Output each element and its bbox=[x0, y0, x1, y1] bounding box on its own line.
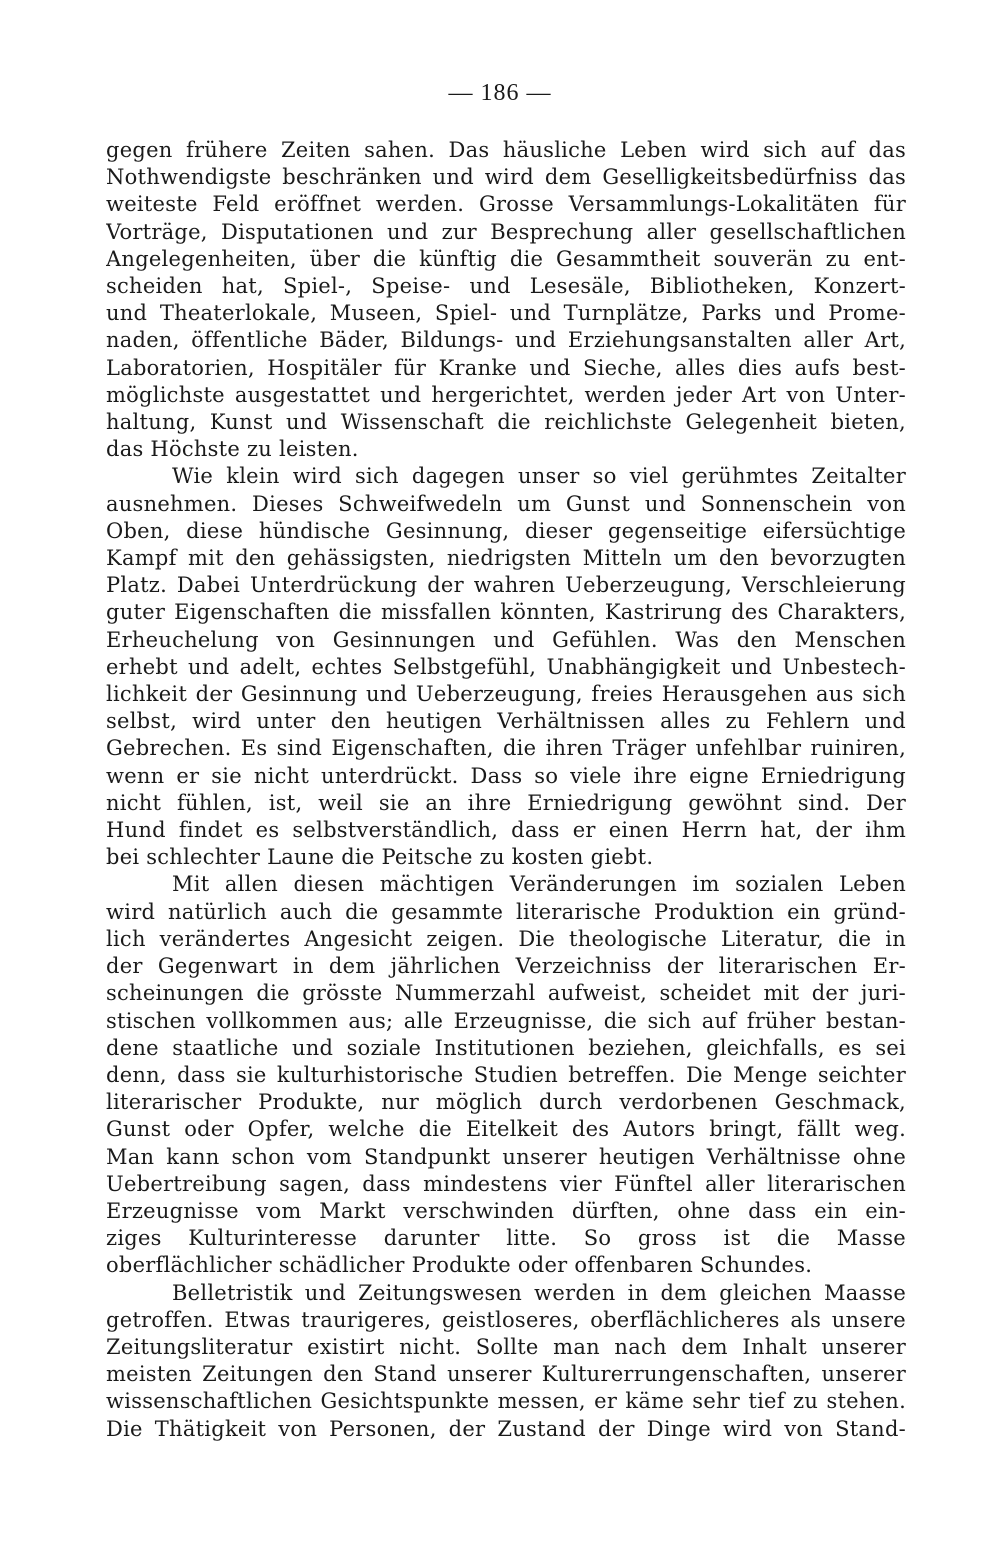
text-line: Vorträge, Disputationen und zur Besprechung aller gesellschaftlichen bbox=[106, 219, 906, 244]
text-line: Nothwendigste beschränken und wird dem Geselligkeitsbedürfniss das bbox=[106, 165, 906, 190]
text-line: wissenschaftlichen Gesichtspunkte messen, er käme sehr tief zu stehen. bbox=[106, 1389, 906, 1414]
text-line: erhebt und adelt, echtes Selbstgefühl, Unabhängigkeit und Unbestech- bbox=[106, 654, 906, 679]
text-line: Oben, diese hündische Gesinnung, dieser gegenseitige eifersüchtige bbox=[106, 518, 906, 543]
text-line: lich verändertes Angesicht zeigen. Die theologische Literatur, die in bbox=[106, 926, 906, 951]
text-line: Hund findet es selbstverständlich, dass er einen Herrn hat, der ihm bbox=[106, 818, 906, 843]
text-line: denn, dass sie kulturhistorische Studien betreffen. Die Menge seichter bbox=[106, 1062, 906, 1087]
text-line: getroffen. Etwas traurigeres, geistloseres, oberflächlicheres als unsere bbox=[106, 1307, 906, 1332]
text-line: ausnehmen. Dieses Schweifwedeln um Gunst und Sonnenschein von bbox=[106, 491, 906, 516]
text-line: und Theaterlokale, Museen, Spiel- und Turnplätze, Parks und Prome- bbox=[106, 301, 906, 326]
text-line: Gebrechen. Es sind Eigenschaften, die ihren Träger unfehlbar ruiniren, bbox=[106, 736, 906, 761]
text-line: Erzeugnisse vom Markt verschwinden dürften, ohne dass ein ein- bbox=[106, 1198, 906, 1223]
text-line: dene staatliche und soziale Institutionen beziehen, gleichfalls, es sei bbox=[106, 1035, 906, 1060]
text-line: meisten Zeitungen den Stand unserer Kulturerrungenschaften, unserer bbox=[106, 1362, 906, 1387]
paragraph-3 bbox=[106, 871, 906, 1279]
text-line: scheinungen die grösste Nummerzahl aufweist, scheidet mit der juri- bbox=[106, 981, 906, 1006]
text-line: nicht fühlen, ist, weil sie an ihre Erniedrigung gewöhnt sind. Der bbox=[106, 790, 906, 815]
text-line: bei schlechter Laune die Peitsche zu kosten giebt. bbox=[106, 845, 654, 870]
body-text bbox=[106, 137, 906, 1443]
text-line: Platz. Dabei Unterdrückung der wahren Ueberzeugung, Verschleierung bbox=[106, 573, 906, 598]
text-line: literarischer Produkte, nur möglich durch verdorbenen Geschmack, bbox=[106, 1090, 906, 1115]
text-line: ziges Kulturinteresse darunter litte. So gross ist die Masse bbox=[106, 1226, 906, 1251]
text-line: Die Thätigkeit von Personen, der Zustand der Dinge wird von Stand- bbox=[106, 1416, 906, 1441]
text-line: Belletristik und Zeitungswesen werden in dem gleichen Maasse bbox=[172, 1280, 906, 1305]
text-line: haltung, Kunst und Wissenschaft die reichlichste Gelegenheit bieten, bbox=[106, 410, 906, 435]
text-line: scheiden hat, Spiel-, Speise- und Lesesäle, Bibliotheken, Konzert- bbox=[106, 274, 906, 299]
text-line: möglichste ausgestattet und hergerichtet, werden jeder Art von Unter- bbox=[106, 382, 906, 407]
text-line: Kampf mit den gehässigsten, niedrigsten Mitteln um den bevorzugten bbox=[106, 546, 906, 571]
text-line: stischen vollkommen aus; alle Erzeugnisse, die sich auf früher bestan- bbox=[106, 1008, 906, 1033]
text-line: guter Eigenschaften die missfallen könnten, Kastrirung des Charakters, bbox=[106, 600, 906, 625]
paragraph-1 bbox=[106, 137, 906, 463]
text-line: Zeitungsliteratur existirt nicht. Sollte man nach dem Inhalt unserer bbox=[106, 1334, 906, 1359]
text-line: oberflächlicher schädlicher Produkte oder offenbaren Schundes. bbox=[106, 1253, 813, 1278]
text-line: das Höchste zu leisten. bbox=[106, 437, 359, 462]
text-line: gegen frühere Zeiten sahen. Das häusliche Leben wird sich auf das bbox=[106, 138, 906, 162]
text-line: wird natürlich auch die gesammte literarische Produktion ein gründ- bbox=[106, 899, 906, 924]
text-line: Wie klein wird sich dagegen unser so viel gerühmtes Zeitalter bbox=[172, 464, 906, 489]
text-line: Angelegenheiten, über die künftig die Gesammtheit souverän zu ent- bbox=[106, 246, 906, 271]
text-line: naden, öffentliche Bäder, Bildungs- und Erziehungsanstalten aller Art, bbox=[106, 328, 906, 353]
text-line: Erheuchelung von Gesinnungen und Gefühlen. Was den Menschen bbox=[106, 627, 906, 652]
text-line: Man kann schon vom Standpunkt unserer heutigen Verhältnisse ohne bbox=[106, 1144, 906, 1169]
text-line: Laboratorien, Hospitäler für Kranke und Sieche, alles dies aufs best- bbox=[106, 355, 906, 380]
page-number: — 186 — bbox=[448, 80, 552, 106]
text-line: weiteste Feld eröffnet werden. Grosse Versammlungs-Lokalitäten für bbox=[106, 192, 906, 217]
text-line: Gunst oder Opfer, welche die Eitelkeit des Autors bringt, fällt weg. bbox=[106, 1117, 906, 1142]
paragraph-2 bbox=[106, 463, 906, 871]
text-line: selbst, wird unter den heutigen Verhältnissen alles zu Fehlern und bbox=[106, 709, 906, 734]
text-line: Uebertreibung sagen, dass mindestens vier Fünftel aller literarischen bbox=[106, 1171, 906, 1196]
paragraph-4 bbox=[106, 1280, 906, 1443]
text-line: der Gegenwart in dem jährlichen Verzeichniss der literarischen Er- bbox=[106, 954, 906, 979]
text-line: Mit allen diesen mächtigen Veränderungen im sozialen Leben bbox=[172, 872, 906, 897]
text-line: lichkeit der Gesinnung und Ueberzeugung, freies Herausgehen aus sich bbox=[106, 682, 906, 707]
text-line: wenn er sie nicht unterdrückt. Dass so viele ihre eigne Erniedrigung bbox=[106, 763, 906, 788]
